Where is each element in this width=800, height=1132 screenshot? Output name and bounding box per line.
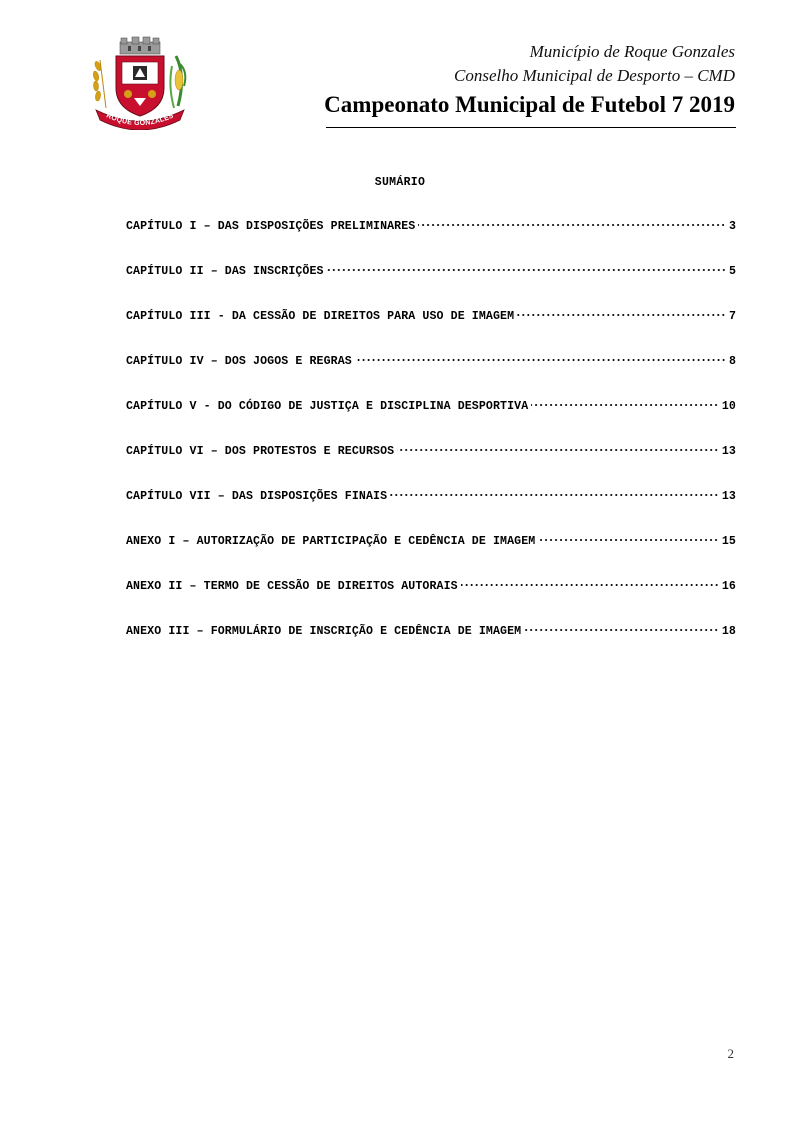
mural-crown-icon xyxy=(120,37,160,54)
toc-entry[interactable] xyxy=(126,445,736,490)
toc-entry[interactable] xyxy=(126,625,736,670)
toc-entry-page: 8 xyxy=(728,355,736,368)
toc-entry[interactable] xyxy=(126,400,736,445)
council-name: Conselho Municipal de Desporto – CMD xyxy=(454,66,735,85)
toc-entry-page: 5 xyxy=(728,265,736,278)
header-divider xyxy=(326,127,736,128)
toc-dot-leader xyxy=(517,314,726,316)
toc-entry-title: CAPÍTULO II – DAS INSCRIÇÕES xyxy=(126,265,324,278)
svg-text:ROQUE GONZALES: ROQUE GONZALES xyxy=(105,112,175,128)
corn-icon xyxy=(170,56,185,108)
toc-entry[interactable] xyxy=(126,310,736,355)
toc-entry[interactable] xyxy=(126,355,736,400)
toc-entry-title: ANEXO II – TERMO DE CESSÃO DE DIREITOS AUTORAIS xyxy=(126,580,458,593)
toc-dot-leader xyxy=(538,539,719,541)
toc-entry[interactable] xyxy=(126,220,736,265)
toc-dot-leader xyxy=(397,449,719,451)
toc-heading: SUMÁRIO xyxy=(374,176,426,189)
toc-entry[interactable] xyxy=(126,535,736,580)
toc-dot-leader xyxy=(531,404,719,406)
toc-entry[interactable] xyxy=(126,580,736,625)
table-of-contents xyxy=(126,220,736,670)
toc-dot-leader xyxy=(461,584,719,586)
toc-dot-leader xyxy=(355,359,726,361)
toc-entry-title: CAPÍTULO VII – DAS DISPOSIÇÕES FINAIS xyxy=(126,490,388,503)
toc-entry-title: CAPÍTULO V - DO CÓDIGO DE JUSTIÇA E DISCIPLINA DESPORTIVA xyxy=(126,400,529,413)
page-number: 2 xyxy=(727,1046,734,1061)
wheat-icon xyxy=(92,60,106,108)
toc-entry-title: CAPÍTULO IV – DOS JOGOS E REGRAS xyxy=(126,355,352,368)
toc-dot-leader xyxy=(390,494,719,496)
toc-entry-page: 16 xyxy=(721,580,736,593)
toc-entry-title: ANEXO I – AUTORIZAÇÃO DE PARTICIPAÇÃO E CEDÊNCIA DE IMAGEM xyxy=(126,535,536,548)
municipal-coat-of-arms-logo xyxy=(88,36,192,130)
toc-entry-page: 13 xyxy=(721,490,736,503)
shield-icon xyxy=(116,56,164,116)
toc-entry-page: 7 xyxy=(728,310,736,323)
document-title: Campeonato Municipal de Futebol 7 2019 xyxy=(324,92,735,117)
toc-entry-title: CAPÍTULO VI – DOS PROTESTOS E RECURSOS xyxy=(126,445,395,458)
toc-entry[interactable] xyxy=(126,490,736,535)
toc-dot-leader xyxy=(524,629,719,631)
toc-entry-page: 18 xyxy=(721,625,736,638)
toc-entry-title: CAPÍTULO I – DAS DISPOSIÇÕES PRELIMINARES xyxy=(126,220,416,233)
toc-entry-title: CAPÍTULO III - DA CESSÃO DE DIREITOS PARA USO DE IMAGEM xyxy=(126,310,515,323)
toc-entry-page: 10 xyxy=(721,400,736,413)
toc-dot-leader xyxy=(418,224,726,226)
toc-entry-title: ANEXO III – FORMULÁRIO DE INSCRIÇÃO E CEDÊNCIA DE IMAGEM xyxy=(126,625,522,638)
municipality-name: Município de Roque Gonzales xyxy=(529,42,735,61)
toc-entry-page: 13 xyxy=(721,445,736,458)
document-header xyxy=(324,40,735,120)
toc-entry-page: 15 xyxy=(721,535,736,548)
toc-dot-leader xyxy=(327,269,726,271)
toc-entry-page: 3 xyxy=(728,220,736,233)
toc-entry[interactable] xyxy=(126,265,736,310)
